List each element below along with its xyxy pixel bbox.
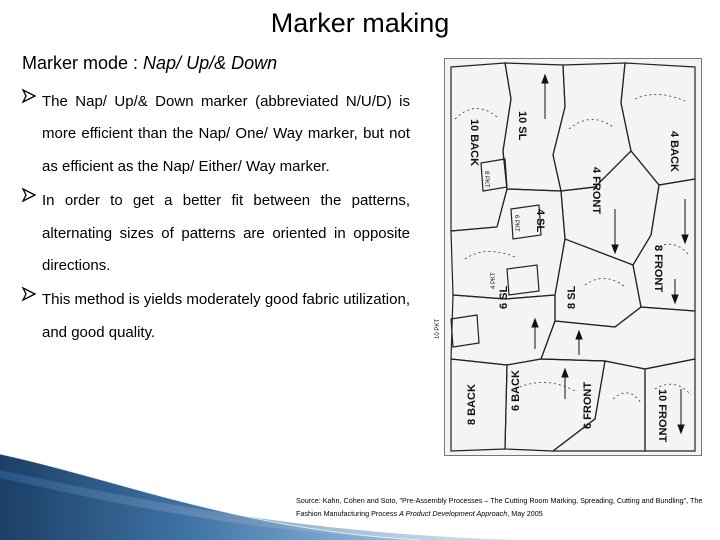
piece-label: 8 FRONT [652,245,664,293]
decorative-swoosh [0,440,720,540]
pocket-label: 4 PKT [491,272,497,289]
slide-title: Marker making [270,8,450,38]
subtitle-prefix: Marker mode : [22,53,144,73]
piece-label: 4 SL [534,209,546,233]
piece-label: 8 BACK [466,384,478,425]
slide-subtitle [22,51,277,75]
pocket-label: 8 PKT [483,171,489,188]
source-prefix: Source: Kahn, Cohen and Soto, "Pre-Assembly Processes – The Cutting Room Marking, Spreading, Cutting and Bundling", The Fashion Manufacturing Process [296,496,703,518]
piece-label: 4 FRONT [590,167,602,215]
piece-label: 6 BACK [510,370,522,411]
marker-layout-drawing [435,59,701,455]
piece-label: 8 SL [566,285,578,309]
marker-layout-image [435,58,702,456]
piece-label: 6 SL [498,285,510,309]
bullet-item [22,185,410,282]
arrowhead-bullet-icon [22,188,36,202]
bullet-text: This method is yields moderately good fabric utilization, and good quality. [42,291,410,341]
bullet-text: The Nap/ Up/& Down marker (abbreviated N/U/D) is more efficient than the Nap/ One/ Way marker, but not as efficient as the Nap/ Either/ Way marker. [42,93,410,175]
bullet-list [22,86,410,351]
piece-label: 6 FRONT [582,381,594,429]
source-book-title: A Product Development Approach [399,509,508,518]
arrowhead-bullet-icon [22,89,36,103]
bullet-text: In order to get a better fit between the patterns, alternating sizes of patterns are oriented in opposite directions. [42,192,410,275]
bullet-item [22,284,410,349]
piece-label: 4 BACK [668,131,680,172]
pocket-label: 10 PKT [435,318,441,339]
subtitle-mode: Nap/ Up/& Down [143,53,278,73]
bullet-item [22,86,410,183]
arrowhead-bullet-icon [22,287,36,301]
piece-label: 10 BACK [468,119,480,167]
source-suffix: , May 2005 [507,509,543,518]
piece-label: 10 SL [516,111,528,141]
pocket-label: 6 PKT [513,215,519,232]
piece-label: 10 FRONT [656,389,668,443]
